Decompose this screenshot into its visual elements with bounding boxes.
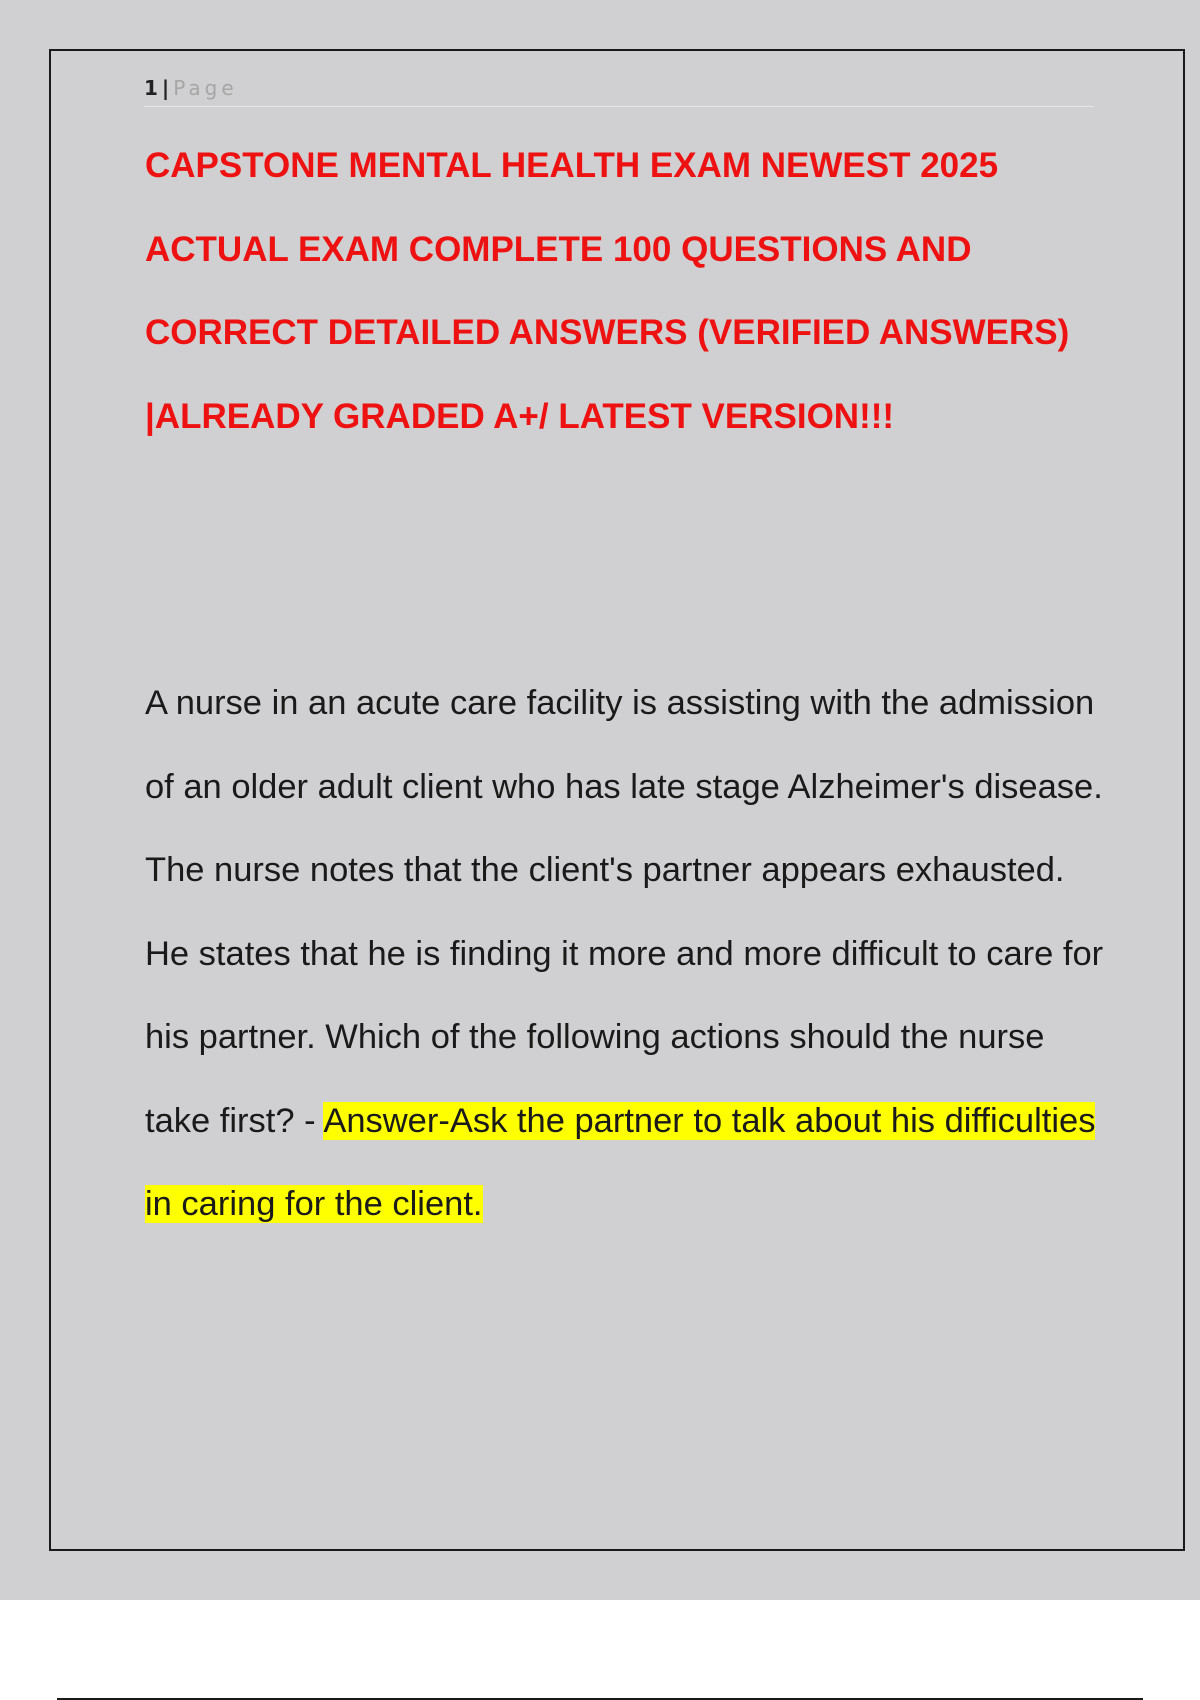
page-label: Page <box>173 76 238 100</box>
question-paragraph <box>145 662 1105 1247</box>
page-number: 1 <box>144 76 158 100</box>
question-text: A nurse in an acute care facility is assisting with the admission of an older adult client who has late stage Alzheimer's disease. The nurse notes that the client's partner appears exhausted. He states that he is finding it more and more difficult to care for his partner. Which of the following actions should the nurse take first? - <box>145 684 1104 1140</box>
page-header <box>144 74 1094 107</box>
page-separator: | <box>161 76 170 100</box>
answer-highlight: Answer-Ask the partner to talk about his difficulties in caring for the client. <box>145 1101 1096 1223</box>
document-title: CAPSTONE MENTAL HEALTH EXAM NEWEST 2025 ACTUAL EXAM COMPLETE 100 QUESTIONS AND CORRECT DETAILED ANSWERS (VERIFIED ANSWERS) |ALREADY GRADED A+/ LATEST VERSION!!! <box>145 146 1070 436</box>
